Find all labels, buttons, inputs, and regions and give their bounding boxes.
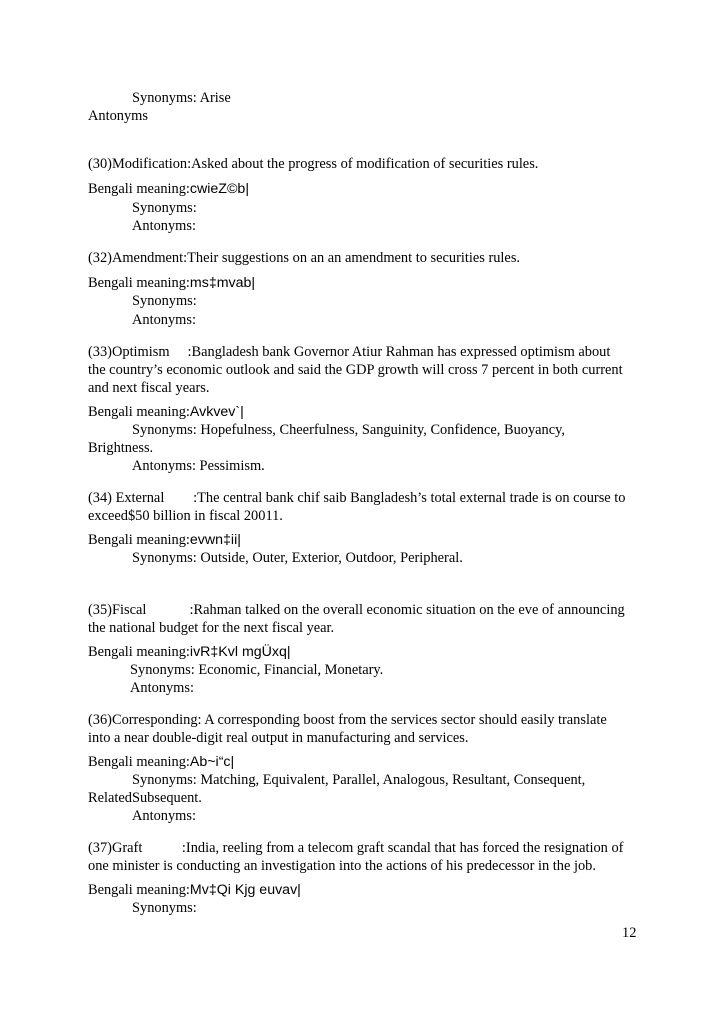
entry-32-bengali (88, 274, 255, 292)
antonyms-line: Antonyms (88, 108, 148, 124)
entry-34-bengali (88, 531, 241, 549)
entry-34-synonyms: Synonyms: Outside, Outer, Exterior, Outdoor, Peripheral. (132, 550, 463, 566)
bengali-label: Bengali meaning: (88, 275, 190, 291)
entry-32-antonyms: Antonyms: (132, 312, 196, 328)
bengali-label: Bengali meaning: (88, 754, 190, 770)
entry-33-synonyms-cont: Brightness. (88, 440, 154, 456)
entry-32-heading: (32)Amendment:Their suggestions on an an amendment to securities rules. (88, 250, 521, 266)
entry-33-synonyms: Synonyms: Hopefulness, Cheerfulness, Sanguinity, Confidence, Buoyancy, (132, 422, 565, 438)
entry-36-bengali (88, 753, 234, 771)
entry-36-synonyms-cont: RelatedSubsequent. (88, 790, 202, 806)
bengali-label: Bengali meaning: (88, 882, 190, 898)
entry-35-bengali (88, 643, 291, 661)
entry-32-synonyms: Synonyms: (132, 293, 197, 309)
synonyms-line: Synonyms: Arise (132, 90, 231, 106)
entry-37-bengali (88, 881, 301, 899)
bengali-label: Bengali meaning: (88, 532, 190, 548)
entry-36-synonyms: Synonyms: Matching, Equivalent, Parallel, Analogous, Resultant, Consequent, (132, 772, 586, 788)
bengali-meaning: Avkvev`| (189, 404, 244, 420)
entry-33-bengali (88, 403, 244, 421)
entry-35-heading: (35)Fiscal :Rahman talked on the overall economic situation on the eve of announcing (88, 602, 625, 618)
entry-30-bengali (88, 180, 249, 198)
entry-36-text: into a near double-digit real output in manufacturing and services. (88, 730, 469, 746)
bengali-meaning: ms‡mvab| (189, 275, 256, 291)
bengali-meaning: Mv‡Qi Kjg euvav| (189, 882, 301, 898)
entry-36-heading: (36)Corresponding: A corresponding boost from the services sector should easily translate (88, 712, 607, 728)
bengali-label: Bengali meaning: (88, 181, 190, 197)
bengali-meaning: cwieZ©b| (189, 181, 249, 197)
bengali-label: Bengali meaning: (88, 404, 190, 420)
entry-33-antonyms: Antonyms: Pessimism. (132, 458, 265, 474)
entry-36-antonyms: Antonyms: (132, 808, 196, 824)
entry-33-text: the country’s economic outlook and said the GDP growth will cross 7 percent in both current (88, 362, 623, 378)
entry-30-synonyms: Synonyms: (132, 200, 197, 216)
entry-35-synonyms: Synonyms: Economic, Financial, Monetary. (130, 662, 384, 678)
entry-34-heading: (34) External :The central bank chif saib Bangladesh’s total external trade is on course to (88, 490, 626, 506)
entry-37-text: one minister is conducting an investigation into the actions of his predecessor in the job. (88, 858, 596, 874)
entry-33-text: and next fiscal years. (88, 380, 210, 396)
entry-35-text: the national budget for the next fiscal year. (88, 620, 335, 636)
entry-33-heading: (33)Optimism :Bangladesh bank Governor Atiur Rahman has expressed optimism about (88, 344, 611, 360)
entry-30-antonyms: Antonyms: (132, 218, 196, 234)
bengali-meaning: ivR‡Kvl mgÜxq| (189, 644, 291, 660)
entry-34-text: exceed$50 billion in fiscal 20011. (88, 508, 283, 524)
bengali-meaning: Ab~i“c| (189, 754, 235, 770)
bengali-label: Bengali meaning: (88, 644, 190, 660)
page-number: 12 (622, 925, 637, 941)
entry-37-synonyms: Synonyms: (132, 900, 197, 916)
bengali-meaning: evwn‡ii| (189, 532, 241, 548)
entry-30-heading: (30)Modification:Asked about the progress of modification of securities rules. (88, 156, 539, 172)
entry-37-heading: (37)Graft :India, reeling from a telecom graft scandal that has forced the resignation of (88, 840, 624, 856)
entry-35-antonyms: Antonyms: (130, 680, 194, 696)
